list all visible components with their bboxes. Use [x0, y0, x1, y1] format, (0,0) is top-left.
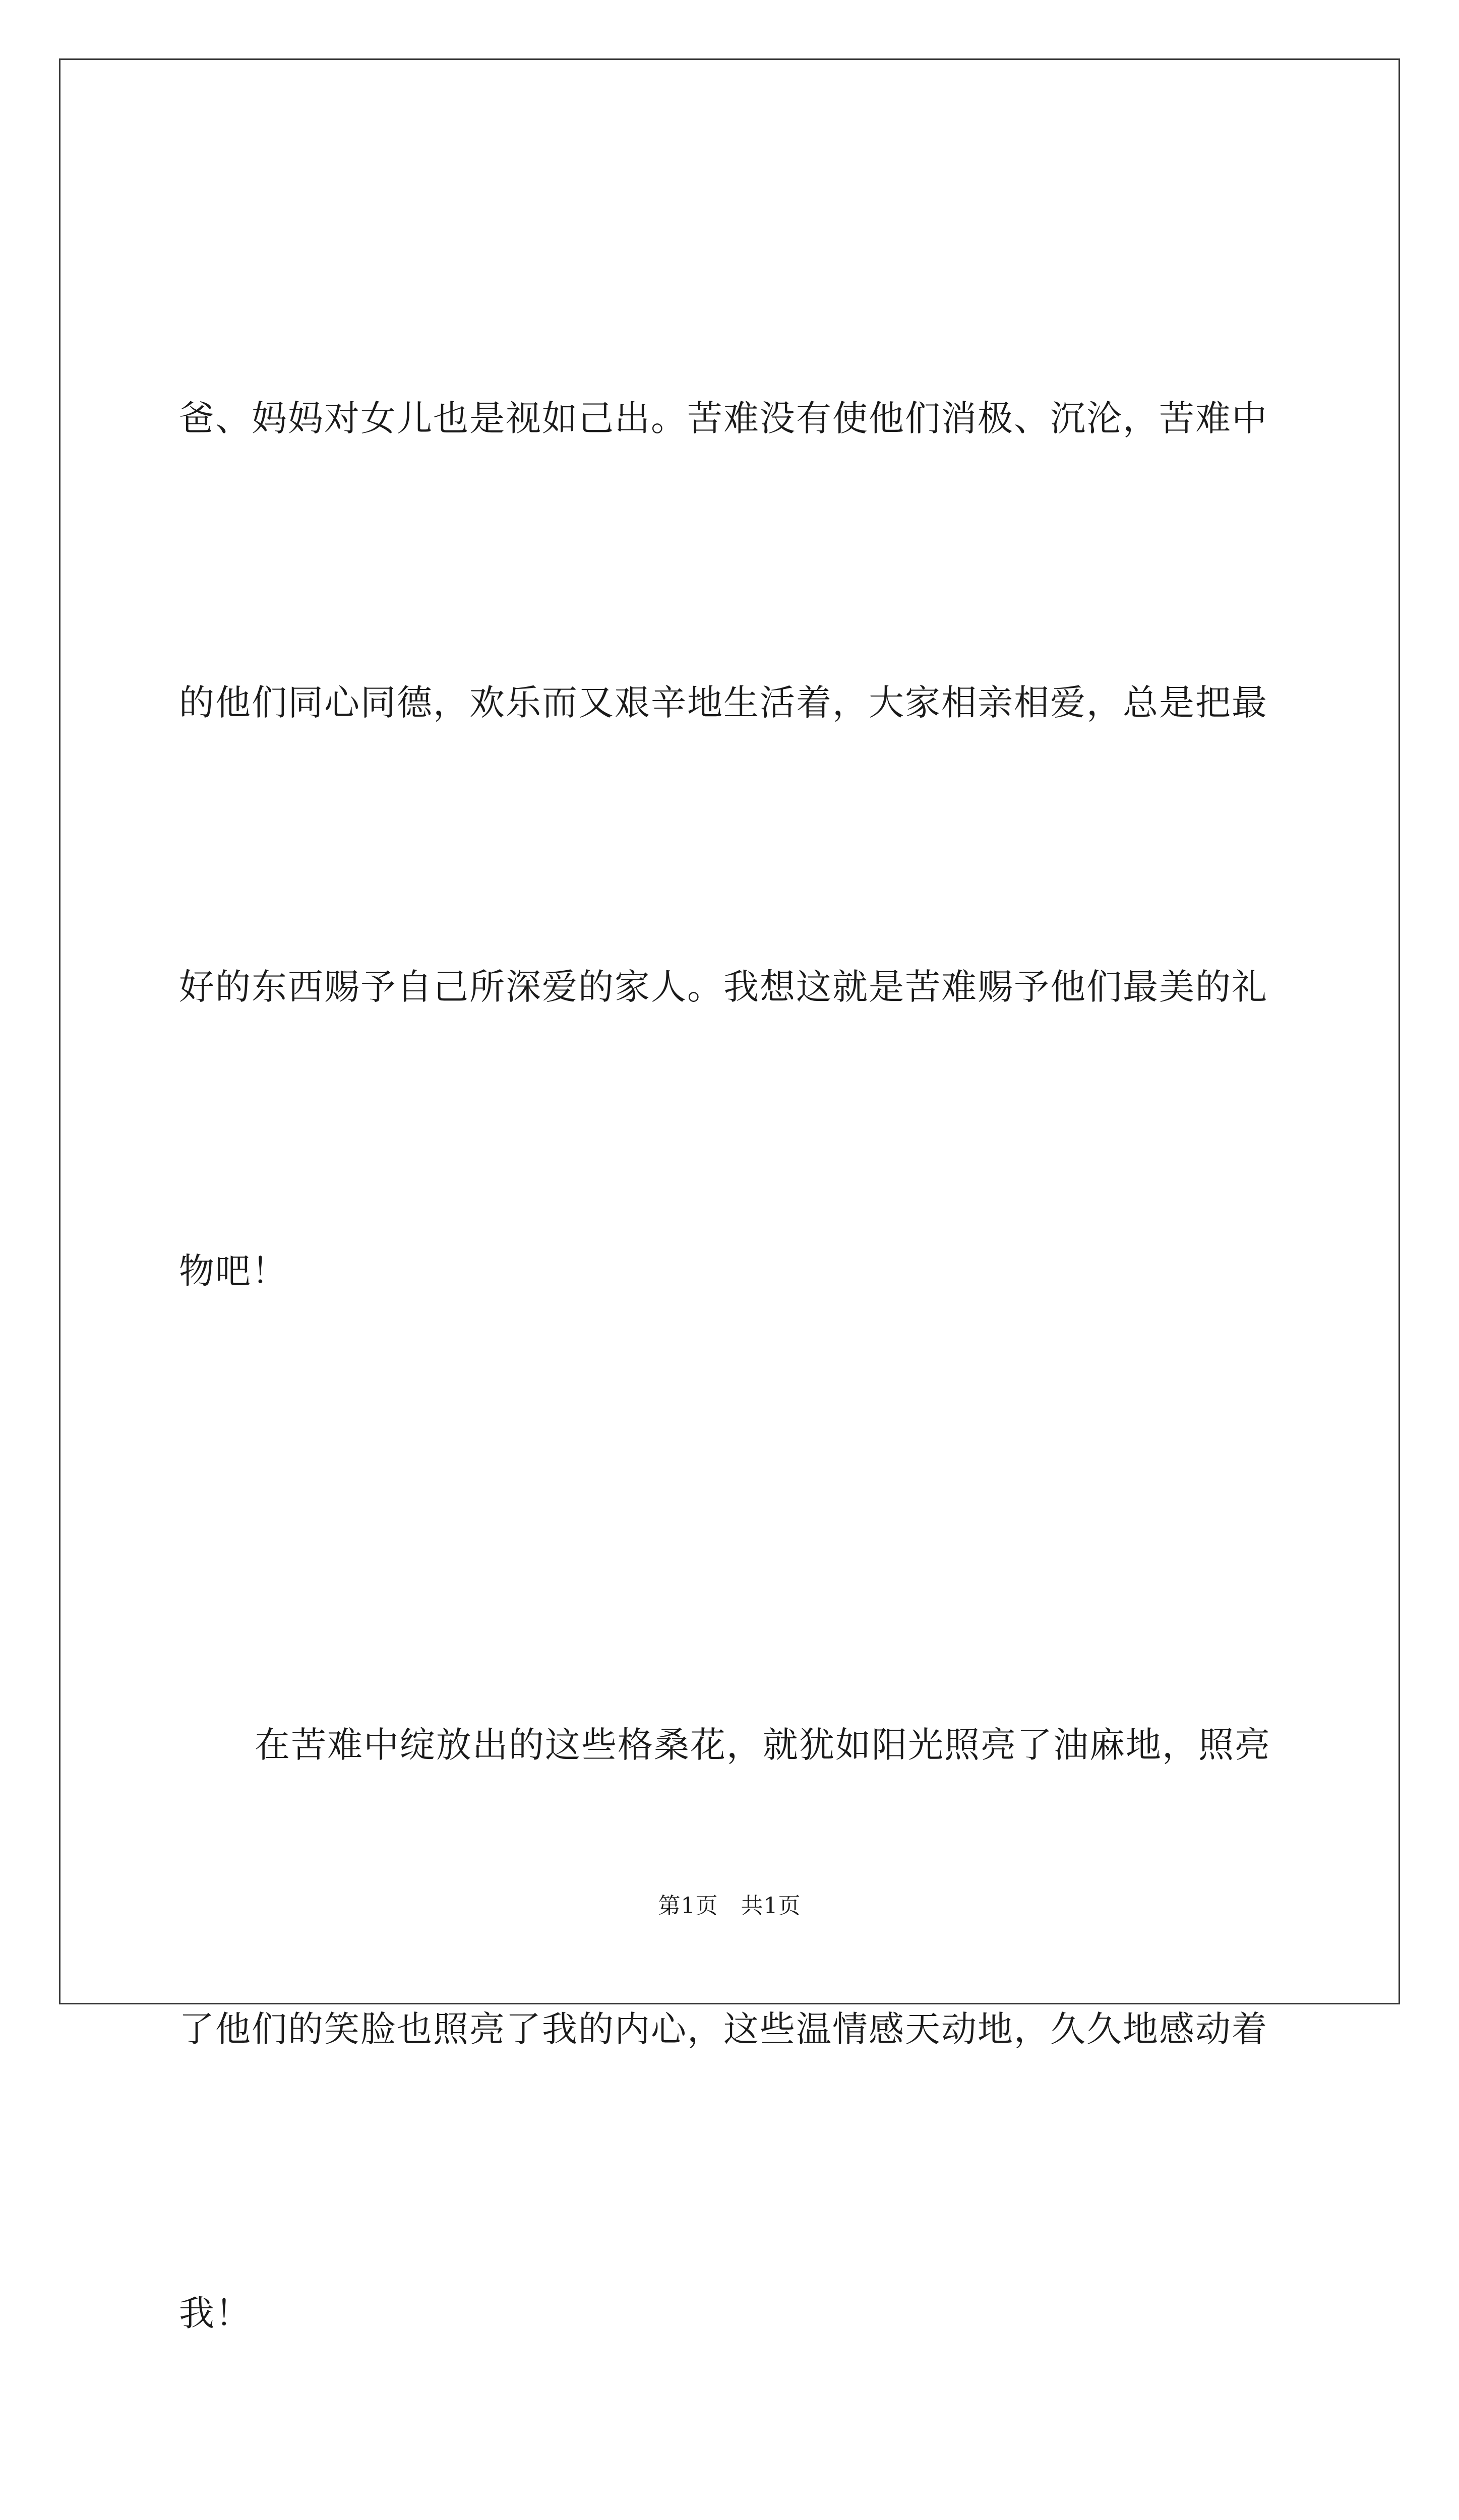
- paragraph-continuation: [179, 181, 1288, 1508]
- text-line: 好的东西赐予自己所深爱的家人。我想这就是苦难赐予他们最美的礼: [179, 966, 1268, 1007]
- text-line: 的他们同心同德，欢乐而又艰辛地生活着，大家相亲相爱，总是把最: [179, 682, 1268, 723]
- text-line: 了他们的笑脸也照亮了我的内心，这些温情感天动地，久久地感动着: [179, 2008, 1268, 2050]
- document-body: [179, 181, 1288, 2520]
- text-line: 物吧！: [179, 1250, 288, 1292]
- page-number-footer: 第1页 共1页: [658, 1893, 801, 1919]
- text-line: 在苦难中绽放出的这些格桑花，就犹如阳光照亮了油麻地，照亮: [255, 1724, 1271, 1766]
- text-line: 爸、妈妈对女儿也是视如己出。苦难没有使他们消极、沉沦，苦难中: [179, 398, 1268, 439]
- paragraph-gesang-flowers: [179, 1508, 1288, 2520]
- text-line: 我！: [179, 2293, 252, 2334]
